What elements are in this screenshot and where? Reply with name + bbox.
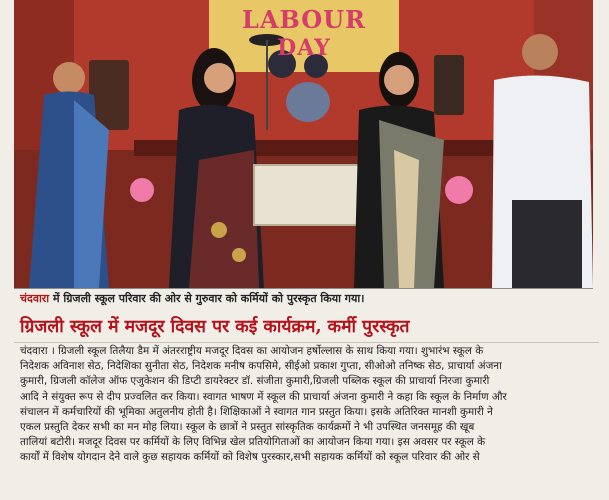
caption-location: चंदवारा (20, 292, 50, 305)
banner-text (229, 6, 379, 62)
photo-caption (14, 290, 599, 308)
caption-text: में ग्रिजली स्कूल परिवार की ओर से गुरुवार को कर्मियों को पुरस्कृत किया गया। (49, 292, 365, 305)
article-line: कुमारी, ग्रिजली कॉलेज ऑफ एजुकेशन की डिप्टी डायरेक्टर डॉ. संजीता कुमारी,ग्रिजली पब्लिक स्कूल की प्राचार्या निरजा कुमारी (20, 375, 490, 388)
award-frame (254, 165, 364, 225)
article-headline: ग्रिजली स्कूल में मजदूर दिवस पर कई कार्यक्रम, कर्मी पुरस्कृत (14, 312, 599, 343)
article-line: एकल प्रस्तुति देकर सभी का मन मोह लिया। स्कूल के छात्रों ने प्रस्तुत सांस्कृतिक कार्यक्रमों ने भी उपस्थित जनसमूह की खूब (20, 421, 475, 434)
article-line: चंदवारा । ग्रिजली स्कूल तिलैया डैम में अंतरराष्ट्रीय मजदूर दिवस का आयोजन हर्षोल्लास के साथ किया गया। शुभारंभ स्कूल के (20, 345, 484, 357)
banner-line1: LABOUR (241, 5, 366, 34)
article-line: आदि ने संयुक्त रूप से दीप प्रज्वलित कर किया। स्वागत भाषण में स्कूल की प्राचार्या अंजना कुमारी ने कहा कि स्कूल के निर्माण और (20, 390, 507, 403)
article-line: कार्यों में विशेष योगदान देने वाले कुछ सहायक कर्मियों को विशेष पुरस्कार,सभी सहायक कर्मियों को स्कूल परिवार की ओर से (20, 451, 480, 464)
article-line: संचालन में कर्मचारियों की भूमिका अतुलनीय होती है। शिक्षिकाओं ने स्वागत गान प्रस्तुत किया। इसके अतिरिक्त मानशी कुमारी ने (20, 405, 493, 418)
article-line: तालियां बटोरी। मजदूर दिवस पर कर्मियों के लिए विभिन्न खेल प्रतियोगिताओं का आयोजन किया गया। इस अवसर पर स्कूल के (20, 436, 486, 449)
article-line: निदेशक अविनाश सेठ, निदेशिका सुनीता सेठ, निदेशक मनीष कपसिमे, सीईओ प्रकाश गुप्ता, सीओओ तनिष्क सेठ, प्राचार्या अंजना (20, 360, 502, 373)
event-photo (14, 0, 593, 289)
article-body (14, 344, 592, 494)
banner-line2: DAY (277, 35, 331, 61)
